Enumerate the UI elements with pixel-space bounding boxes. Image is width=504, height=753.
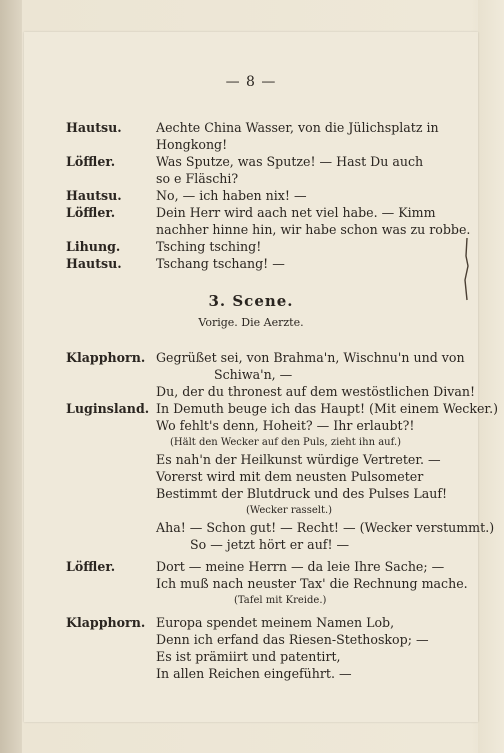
- speaker: Hautsu.: [66, 256, 122, 271]
- dialogue-line: Gegrüßet sei, von Brahma'n, Wischnu'n und von: [156, 350, 465, 365]
- dialogue-line: Schiwa'n, —: [214, 367, 293, 382]
- dialogue-line: Ich muß nach neuster Tax' die Rechnung mache.: [156, 576, 468, 591]
- dialogue-line: Bestimmt der Blutdruck und des Pulses Lauf!: [156, 486, 448, 501]
- speaker: Lihung.: [66, 239, 121, 254]
- speaker: Klapphorn.: [66, 615, 146, 630]
- speaker: Löffler.: [66, 559, 116, 574]
- dialogue-line: Denn ich erfand das Riesen-Stethoskop; —: [156, 632, 429, 647]
- stage-direction: (Hält den Wecker auf den Puls, zieht ihn auf.): [170, 437, 402, 448]
- dialogue-line: In allen Reichen eingeführt. —: [156, 666, 352, 681]
- speaker: Löffler.: [66, 205, 116, 220]
- dialogue-line: Vorerst wird mit dem neusten Pulsometer: [156, 469, 424, 484]
- book-page: [24, 32, 498, 722]
- dialogue-line: No, — ich haben nix! —: [156, 188, 307, 203]
- dialogue-line: Dort — meine Herrn — da leie Ihre Sache; —: [156, 559, 445, 574]
- dialogue-line: nachher hinne hin, wir habe schon was zu robbe.: [156, 222, 471, 237]
- dialogue-line: Was Sputze, was Sputze! — Hast Du auch: [156, 154, 424, 169]
- speaker: Luginsland.: [66, 401, 150, 416]
- next-page-edge: [478, 0, 504, 753]
- dialogue-line: Es nah'n der Heilkunst würdige Vertreter. —: [156, 452, 441, 467]
- dialogue-line: Wo fehlt's denn, Hoheit? — Ihr erlaubt?!: [156, 418, 415, 433]
- page-number: — 8 —: [225, 74, 277, 90]
- bleed-through-mark: [462, 236, 472, 302]
- speaker: Löffler.: [66, 154, 116, 169]
- dialogue-line: Aha! — Schon gut! — Recht! — (Wecker verstummt.): [156, 520, 495, 535]
- dialogue-line: Hongkong!: [156, 137, 228, 152]
- dialogue-line: Aechte China Wasser, von die Jülichsplatz in: [156, 120, 439, 135]
- dialogue-line: so e Fläschi?: [156, 171, 239, 186]
- scene-cast: Vorige. Die Aerzte.: [198, 316, 304, 329]
- scene-title: 3. Scene.: [208, 292, 294, 310]
- binding-shadow: [0, 0, 22, 753]
- speaker: Klapphorn.: [66, 350, 146, 365]
- dialogue-line: So — jetzt hört er auf! —: [190, 537, 350, 552]
- dialogue-line: Du, der du thronest auf dem westöstlichen Divan!: [156, 384, 476, 399]
- dialogue-line: Europa spendet meinem Namen Lob,: [156, 615, 395, 630]
- stage-direction: (Wecker rasselt.): [246, 505, 333, 516]
- speaker: Hautsu.: [66, 120, 122, 135]
- dialogue-line: Es ist prämiirt und patentirt,: [156, 649, 341, 664]
- speaker: Hautsu.: [66, 188, 122, 203]
- dialogue-line: Dein Herr wird aach net viel habe. — Kimm: [156, 205, 436, 220]
- stage-direction: (Tafel mit Kreide.): [234, 595, 327, 606]
- dialogue-line: Tschang tschang! —: [156, 256, 285, 271]
- dialogue-line: In Demuth beuge ich das Haupt! (Mit einem Wecker.): [156, 401, 498, 416]
- dialogue-line: Tsching tsching!: [156, 239, 262, 254]
